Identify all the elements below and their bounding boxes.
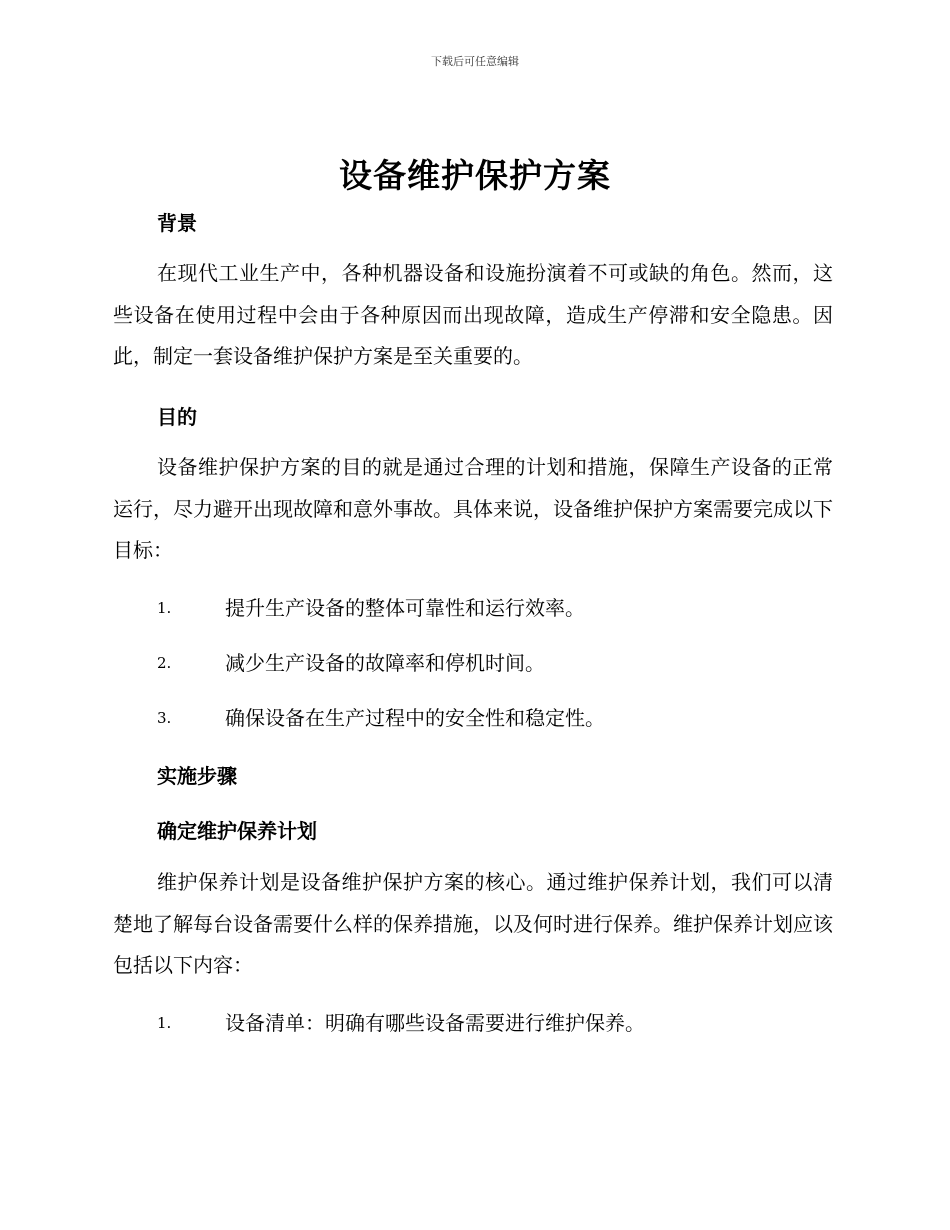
header-note: 下载后可任意编辑 — [431, 55, 519, 68]
list-text: 减少生产设备的故障率和停机时间。 — [225, 651, 545, 675]
list-number: 1. — [157, 1014, 172, 1032]
document-title: 设备维护保护方案 — [339, 156, 611, 195]
list-text: 提升生产设备的整体可靠性和运行效率。 — [225, 596, 585, 620]
list-item — [157, 593, 585, 623]
maintenance-plan-paragraph: 维护保养计划是设备维护保护方案的核心。通过维护保养计划，我们可以清楚地了解每台设备需要什么样的保养措施，以及何时进行保养。维护保养计划应该包括以下内容： — [113, 870, 833, 977]
section-heading-implementation: 实施步骤 — [157, 764, 237, 788]
purpose-paragraph: 设备维护保护方案的目的就是通过合理的计划和措施，保障生产设备的正常运行，尽力避开出现故障和意外事故。具体来说，设备维护保护方案需要完成以下目标： — [113, 455, 833, 562]
section-heading-purpose: 目的 — [157, 405, 197, 429]
background-paragraph: 在现代工业生产中，各种机器设备和设施扮演着不可或缺的角色。然而，这些设备在使用过程中会由于各种原因而出现故障，造成生产停滞和安全隐患。因此，制定一套设备维护保护方案是至关重要的。 — [113, 261, 833, 368]
list-item — [157, 648, 545, 678]
list-number: 2. — [157, 654, 172, 672]
list-number: 3. — [157, 709, 172, 727]
subsection-heading-maintenance-plan: 确定维护保养计划 — [157, 819, 317, 843]
list-number: 1. — [157, 599, 172, 617]
list-text: 确保设备在生产过程中的安全性和稳定性。 — [225, 706, 605, 730]
section-heading-background: 背景 — [157, 211, 197, 235]
list-item — [157, 1008, 645, 1038]
list-item — [157, 703, 605, 733]
list-text: 设备清单：明确有哪些设备需要进行维护保养。 — [225, 1011, 645, 1035]
